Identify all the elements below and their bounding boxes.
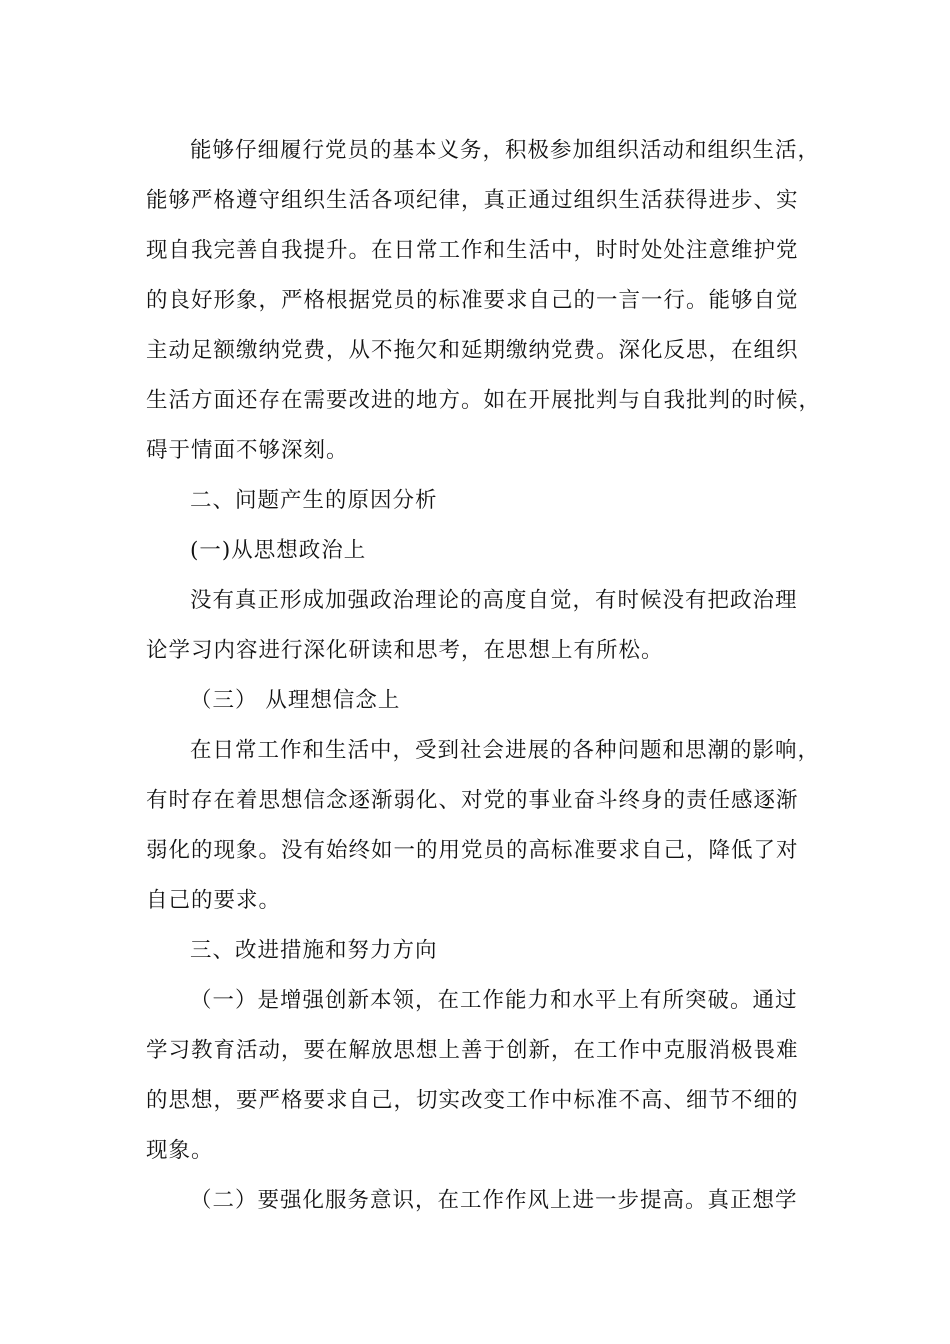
paragraph-line: （二）要强化服务意识，在工作作风上进一步提高。真正想学 xyxy=(190,1188,798,1213)
section-heading: 二、问题产生的原因分析 xyxy=(190,488,438,513)
paragraph-line: 学习教育活动，要在解放思想上善于创新，在工作中克服消极畏难 xyxy=(146,1038,799,1063)
subsection-heading: (一)从思想政治上 xyxy=(190,538,367,563)
paragraph-line: 能够仔细履行党员的基本义务，积极参加组织活动和组织生活， xyxy=(190,138,821,163)
paragraph-line: 的良好形象，严格根据党员的标准要求自己的一言一行。能够自觉 xyxy=(146,288,799,313)
paragraph-line: 现象。 xyxy=(146,1138,214,1163)
paragraph-line: 弱化的现象。没有始终如一的用党员的高标准要求自己，降低了对 xyxy=(146,838,799,863)
paragraph-line: 现自我完善自我提升。在日常工作和生活中，时时处处注意维护党 xyxy=(146,238,799,263)
subsection-heading: （三） 从理想信念上 xyxy=(190,688,401,713)
paragraph-line: 有时存在着思想信念逐渐弱化、对党的事业奋斗终身的责任感逐渐 xyxy=(146,788,799,813)
paragraph-line: 主动足额缴纳党费，从不拖欠和延期缴纳党费。深化反思，在组织 xyxy=(146,338,799,363)
paragraph-line: 碍于情面不够深刻。 xyxy=(146,438,349,463)
paragraph-line: 在日常工作和生活中，受到社会进展的各种问题和思潮的影响， xyxy=(190,738,821,763)
paragraph-line: （一）是增强创新本领，在工作能力和水平上有所突破。通过 xyxy=(190,988,798,1013)
paragraph-line: 论学习内容进行深化研读和思考，在思想上有所松。 xyxy=(146,638,664,663)
paragraph-line: 自己的要求。 xyxy=(146,888,282,913)
section-heading: 三、改进措施和努力方向 xyxy=(190,938,438,963)
paragraph-line: 生活方面还存在需要改进的地方。如在开展批判与自我批判的时候， xyxy=(146,388,822,413)
paragraph-line: 的思想，要严格要求自己，切实改变工作中标准不高、细节不细的 xyxy=(146,1088,799,1113)
paragraph-line: 能够严格遵守组织生活各项纪律，真正通过组织生活获得进步、实 xyxy=(146,188,799,213)
paragraph-line: 没有真正形成加强政治理论的高度自觉，有时候没有把政治理 xyxy=(190,588,798,613)
